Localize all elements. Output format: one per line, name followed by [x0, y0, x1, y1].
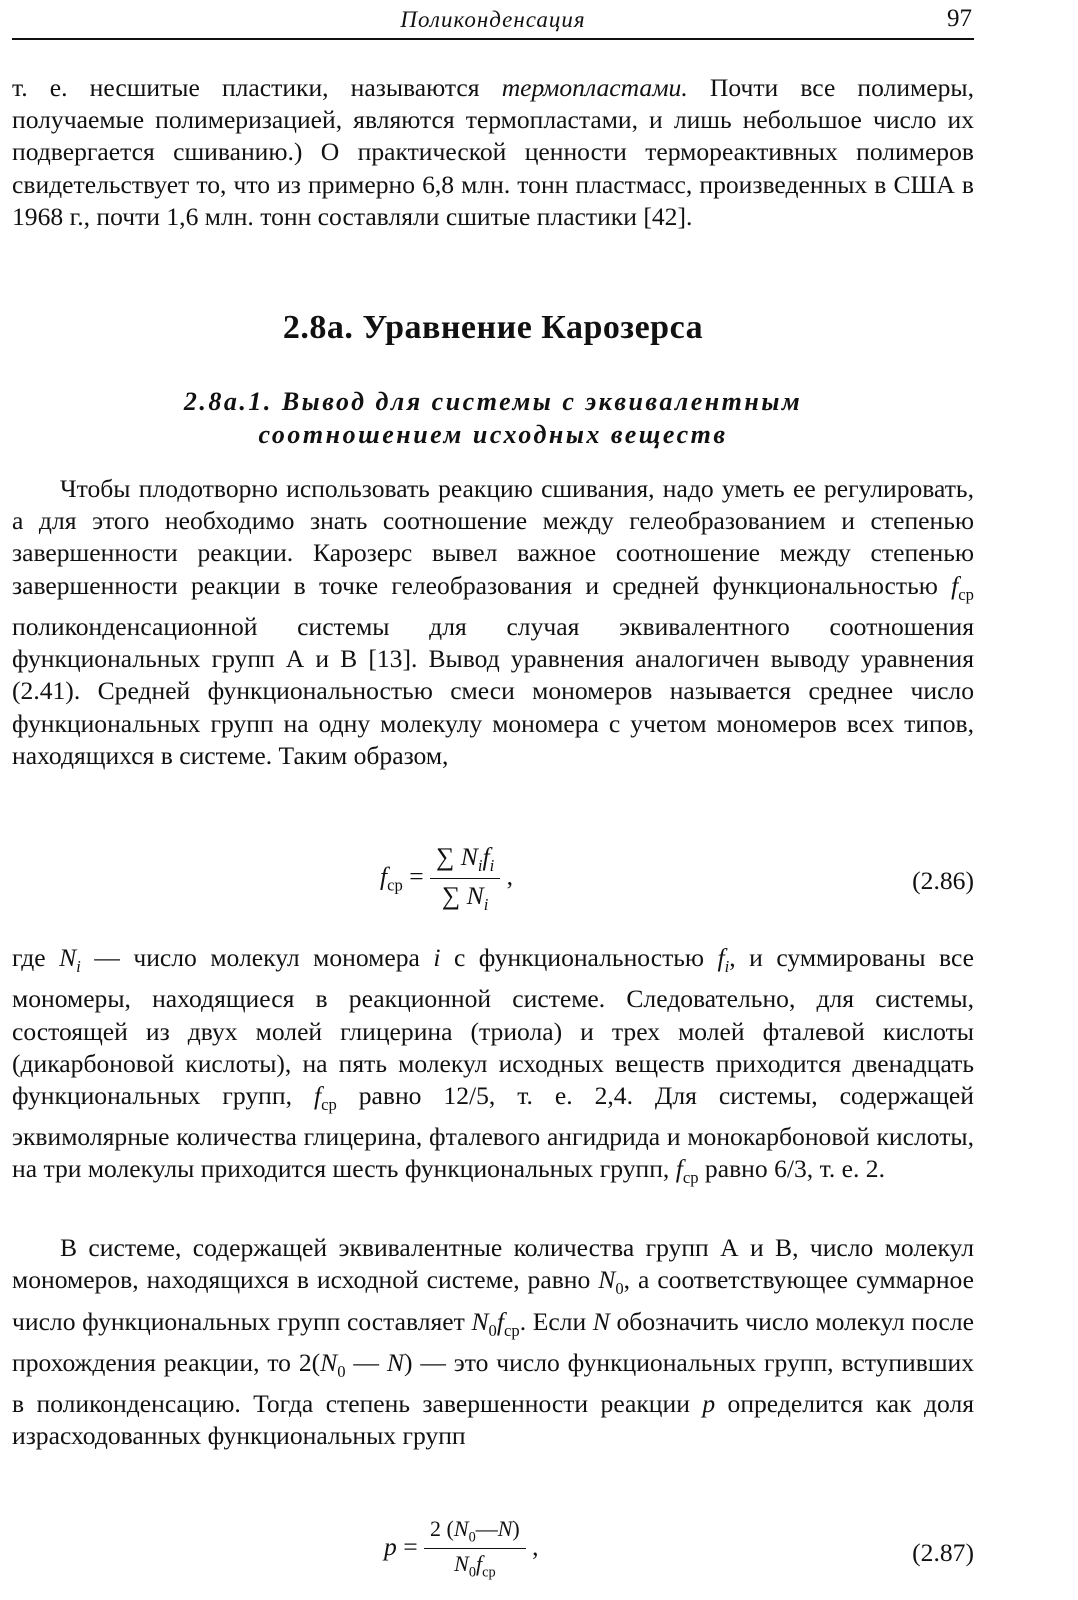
- sec-N: N: [592, 1306, 610, 1336]
- def-N-sub: i: [76, 957, 81, 977]
- eq87-den-N-sub: 0: [468, 1564, 476, 1581]
- intro-text-2: поликонденсационной системы для случая эквивалентного соотношения функциональных групп А и В [13]. Вывод уравнения аналогичен выводу уравнения (2.41). Средней функциональностью смеси мономеров называется среднее число функциональных групп на одну молекулу мономера с учетом мономеров всех типов, находящихся в системе. Таким образом,: [12, 611, 974, 770]
- equation-number-2-86: (2.86): [912, 866, 974, 895]
- eq87-denominator: [424, 1548, 526, 1581]
- eq87-den-f-sub: ср: [482, 1564, 496, 1581]
- subsection-title-line-1: 2.8а.1. Вывод для системы с эквивалентным: [183, 387, 803, 416]
- eq86-num-N: N: [460, 842, 478, 871]
- eq87-lhs-p: p: [384, 1531, 397, 1561]
- def-fcp-2: f: [675, 1154, 683, 1184]
- running-title: Поликонденсация: [400, 7, 586, 32]
- definition-paragraph: [12, 942, 974, 1195]
- def-i: i: [433, 943, 441, 972]
- second-paragraph: [12, 1232, 974, 1453]
- eq87-numerator: [424, 1516, 526, 1548]
- equation-2-87-formula: [384, 1516, 539, 1582]
- eq86-num-f-sub: i: [489, 856, 495, 876]
- page-number: 97: [947, 5, 972, 32]
- sec-text-3: . Если: [519, 1306, 593, 1336]
- eq87-num-N2: N: [497, 1516, 513, 1541]
- def-fcp-1-sub: ср: [321, 1095, 337, 1115]
- equation-2-86-formula: [380, 842, 513, 915]
- eq87-num-minus: —: [475, 1516, 498, 1541]
- eq87-num-coef: 2 (: [430, 1516, 454, 1541]
- def-text-5: равно 12/5, т. е. 2,4. Для системы, содержащей эквимолярные количества глицерина, фталевого ангидрида и монокарбоновой кислоты, на три молекулы приходится шесть функциональных групп,: [12, 1080, 974, 1184]
- sec-N0: N: [598, 1265, 616, 1295]
- def-fcp-1: f: [313, 1080, 322, 1110]
- subsection-title: [12, 385, 974, 451]
- eq86-numerator: [430, 842, 500, 878]
- sec-N0f-N: N: [471, 1306, 489, 1336]
- eq87-fraction: [424, 1516, 526, 1582]
- eq87-den-f: f: [476, 1551, 483, 1577]
- eq87-num-close: ): [512, 1516, 520, 1541]
- def-N: N: [59, 943, 77, 972]
- eq86-num-N-sub: i: [477, 856, 483, 876]
- sec-minus: —: [345, 1347, 387, 1377]
- intro-paragraph: [12, 473, 974, 772]
- eq86-den-N: N: [466, 881, 484, 911]
- eq86-denominator: [430, 878, 500, 915]
- eq86-lhs-sub: ср: [387, 875, 403, 895]
- eq87-comma: ,: [532, 1531, 539, 1561]
- sec-N0b-sub: 0: [337, 1361, 346, 1381]
- top-text-1: т. е. несшитые пластики, называются: [12, 73, 502, 102]
- eq86-den-sum: ∑: [441, 881, 461, 911]
- running-header: [12, 4, 974, 40]
- sec-N0f-f: f: [496, 1306, 504, 1336]
- eq86-comma: ,: [506, 861, 513, 891]
- subsection-title-line-2: соотношением исходных веществ: [258, 420, 728, 449]
- sec-N2: N: [386, 1347, 404, 1377]
- eq87-num-N: N: [453, 1516, 469, 1541]
- top-paragraph: [12, 72, 974, 233]
- def-text-1: где: [12, 943, 60, 972]
- def-f: f: [717, 943, 725, 972]
- sec-text-4: обозначить число молекул после прохождения реакции, то 2(: [12, 1306, 974, 1377]
- equation-2-87: [12, 1516, 974, 1594]
- def-text-4: , и суммированы все мономеры, находящиеся в реакционной системе. Следовательно, для системы, состоящей из двух молей глицерина (триола) и трех молей фталевой кислоты (дикарбоновой кислоты), на пять молекул исходных веществ приходится двенадцать функциональных групп,: [12, 943, 974, 1110]
- term-emphasis: термопластами.: [501, 73, 688, 102]
- eq86-equals: =: [409, 861, 424, 891]
- sec-text-5: ) — это число функциональных групп, вступивших в поликонденсацию. Тогда степень завершенности реакции: [12, 1347, 975, 1419]
- sec-text-6: определится как доля израсходованных функциональных групп: [12, 1389, 974, 1451]
- def-text-6: равно 6/3, т. е. 2.: [698, 1154, 885, 1184]
- intro-text-1: Чтобы плодотворно использовать реакцию сшивания, надо уметь ее регулировать, а для этого необходимо знать соотношение между гелеобразованием и степенью завершенности реакции. Карозерс вывел важное соотношение между степенью завершенности реакции в точке гелеобразования и средней функциональностью: [12, 474, 974, 600]
- def-text-2: — число молекул мономера: [80, 943, 434, 972]
- sec-text-1: В системе, содержащей эквивалентные количества групп А и В, число молекул мономеров, находящихся в исходной системе, равно: [12, 1233, 974, 1295]
- eq86-fraction: [430, 842, 500, 915]
- sec-N0f-subcp: ср: [503, 1320, 520, 1340]
- top-text-2: Почти все полимеры, получаемые полимеризацией, являются термопластами, и лишь небольшое число их подвергается сшиванию.) О практической ценности термореактивных полимеров свидетельствует то, что из примерно 6,8 млн. тонн пластмасс, произведенных в США в 1968 г., почти 1,6 млн. тонн составляли сшитые пластики [42].: [12, 73, 974, 231]
- eq87-equals: =: [403, 1531, 418, 1561]
- equation-number-2-87: (2.87): [912, 1538, 974, 1567]
- intro-f-symbol: f: [951, 570, 959, 600]
- eq86-lhs-f: f: [380, 861, 388, 891]
- def-fcp-2-sub: ср: [682, 1168, 699, 1188]
- sec-p: p: [702, 1389, 716, 1419]
- sec-N0-sub: 0: [615, 1279, 624, 1299]
- equation-2-86: [12, 842, 974, 922]
- sec-text-2: , а соответствующее суммарное число функциональных групп составляет: [12, 1265, 974, 1336]
- intro-f-sub: ср: [958, 584, 974, 604]
- def-f-sub: i: [724, 957, 730, 977]
- sec-N0b: N: [320, 1347, 338, 1377]
- def-text-3: с функциональностью: [440, 943, 718, 972]
- section-title: 2.8а. Уравнение Карозерса: [282, 309, 704, 346]
- eq86-num-f: f: [482, 842, 490, 871]
- eq87-den-N: N: [454, 1551, 469, 1577]
- eq87-num-N-sub: 0: [468, 1529, 476, 1546]
- sec-N0f-sub0: 0: [488, 1320, 497, 1340]
- eq86-num-sum: ∑: [436, 842, 455, 871]
- eq86-den-N-sub: i: [483, 895, 489, 915]
